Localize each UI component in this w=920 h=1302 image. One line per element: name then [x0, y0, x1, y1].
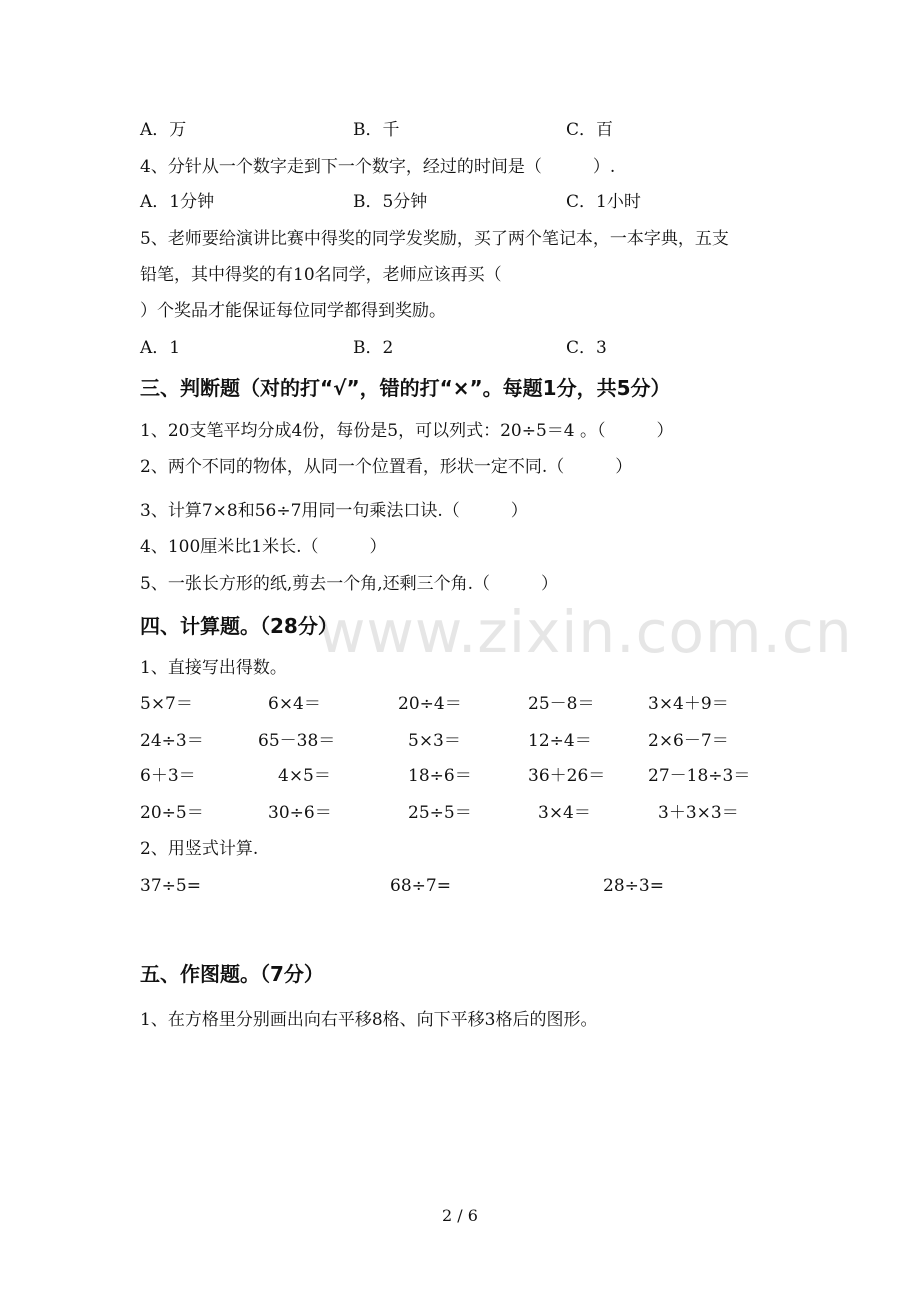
calc-cell: 3×4＝ [538, 803, 591, 823]
vertical-calc-2: 68÷7= [390, 876, 451, 896]
calc-cell: 20÷4＝ [398, 694, 462, 714]
q4-option-b: B．5分钟 [353, 192, 428, 212]
calc-cell: 4×5＝ [278, 766, 331, 786]
judge-item-4: 4、100厘米比1米长.（ ） [140, 537, 387, 557]
judge-item-3: 3、计算7×8和56÷7用同一句乘法口诀.（ ） [140, 501, 528, 521]
judge-item-5: 5、一张长方形的纸,剪去一个角,还剩三个角.（ ） [140, 574, 559, 594]
question-4-stem: 4、分针从一个数字走到下一个数字，经过的时间是（ ）. [140, 157, 616, 177]
question-5-line-2: 铅笔，其中得奖的有10名同学，老师应该再买（ [140, 265, 502, 285]
section-5-heading: 五、作图题。（7分） [140, 962, 324, 986]
vertical-calc-1: 37÷5= [140, 876, 201, 896]
calc-cell: 30÷6＝ [268, 803, 332, 823]
judge-item-2: 2、两个不同的物体，从同一个位置看，形状一定不同.（ ） [140, 457, 633, 477]
q5-option-b: B．2 [353, 338, 394, 358]
question-5-line-3: ）个奖品才能保证每位同学都得到奖励。 [140, 301, 446, 321]
q5-option-c: C．3 [566, 338, 607, 358]
calc-sub-1: 1、直接写出得数。 [140, 658, 287, 678]
calc-cell: 27－18÷3＝ [648, 766, 751, 786]
watermark: www.zixin.com.cn [318, 598, 853, 666]
calc-cell: 3×4＋9＝ [648, 694, 729, 714]
vertical-calc-3: 28÷3= [603, 876, 664, 896]
calc-cell: 65－38＝ [258, 731, 336, 751]
calc-cell: 18÷6＝ [408, 766, 472, 786]
calc-cell: 5×3＝ [408, 731, 461, 751]
question-5-line-1: 5、老师要给演讲比赛中得奖的同学发奖励，买了两个笔记本，一本字典，五支 [140, 229, 729, 249]
option-b: B．千 [353, 120, 400, 140]
calc-cell: 6＋3＝ [140, 766, 196, 786]
section-4-heading: 四、计算题。（28分） [140, 614, 338, 638]
q4-option-a: A．1分钟 [140, 192, 215, 212]
q4-option-c: C．1小时 [566, 192, 641, 212]
page-number: 2 / 6 [442, 1206, 478, 1225]
option-c: C．百 [566, 120, 614, 140]
calc-cell: 20÷5＝ [140, 803, 204, 823]
q5-option-a: A．1 [140, 338, 181, 358]
calc-cell: 25－8＝ [528, 694, 595, 714]
calc-cell: 5×7＝ [140, 694, 193, 714]
calc-cell: 3＋3×3＝ [658, 803, 739, 823]
drawing-item-1: 1、在方格里分别画出向右平移8格、向下平移3格后的图形。 [140, 1010, 598, 1030]
calc-cell: 2×6－7＝ [648, 731, 729, 751]
calc-cell: 36＋26＝ [528, 766, 606, 786]
judge-item-1: 1、20支笔平均分成4份，每份是5，可以列式：20÷5＝4 。（ ） [140, 421, 674, 441]
calc-cell: 25÷5＝ [408, 803, 472, 823]
option-a: A．万 [140, 120, 187, 140]
calc-cell: 12÷4＝ [528, 731, 592, 751]
calc-cell: 6×4＝ [268, 694, 321, 714]
section-3-heading: 三、判断题（对的打“√”，错的打“×”。每题1分，共5分） [140, 376, 671, 400]
calc-sub-2: 2、用竖式计算. [140, 839, 259, 859]
calc-cell: 24÷3＝ [140, 731, 204, 751]
